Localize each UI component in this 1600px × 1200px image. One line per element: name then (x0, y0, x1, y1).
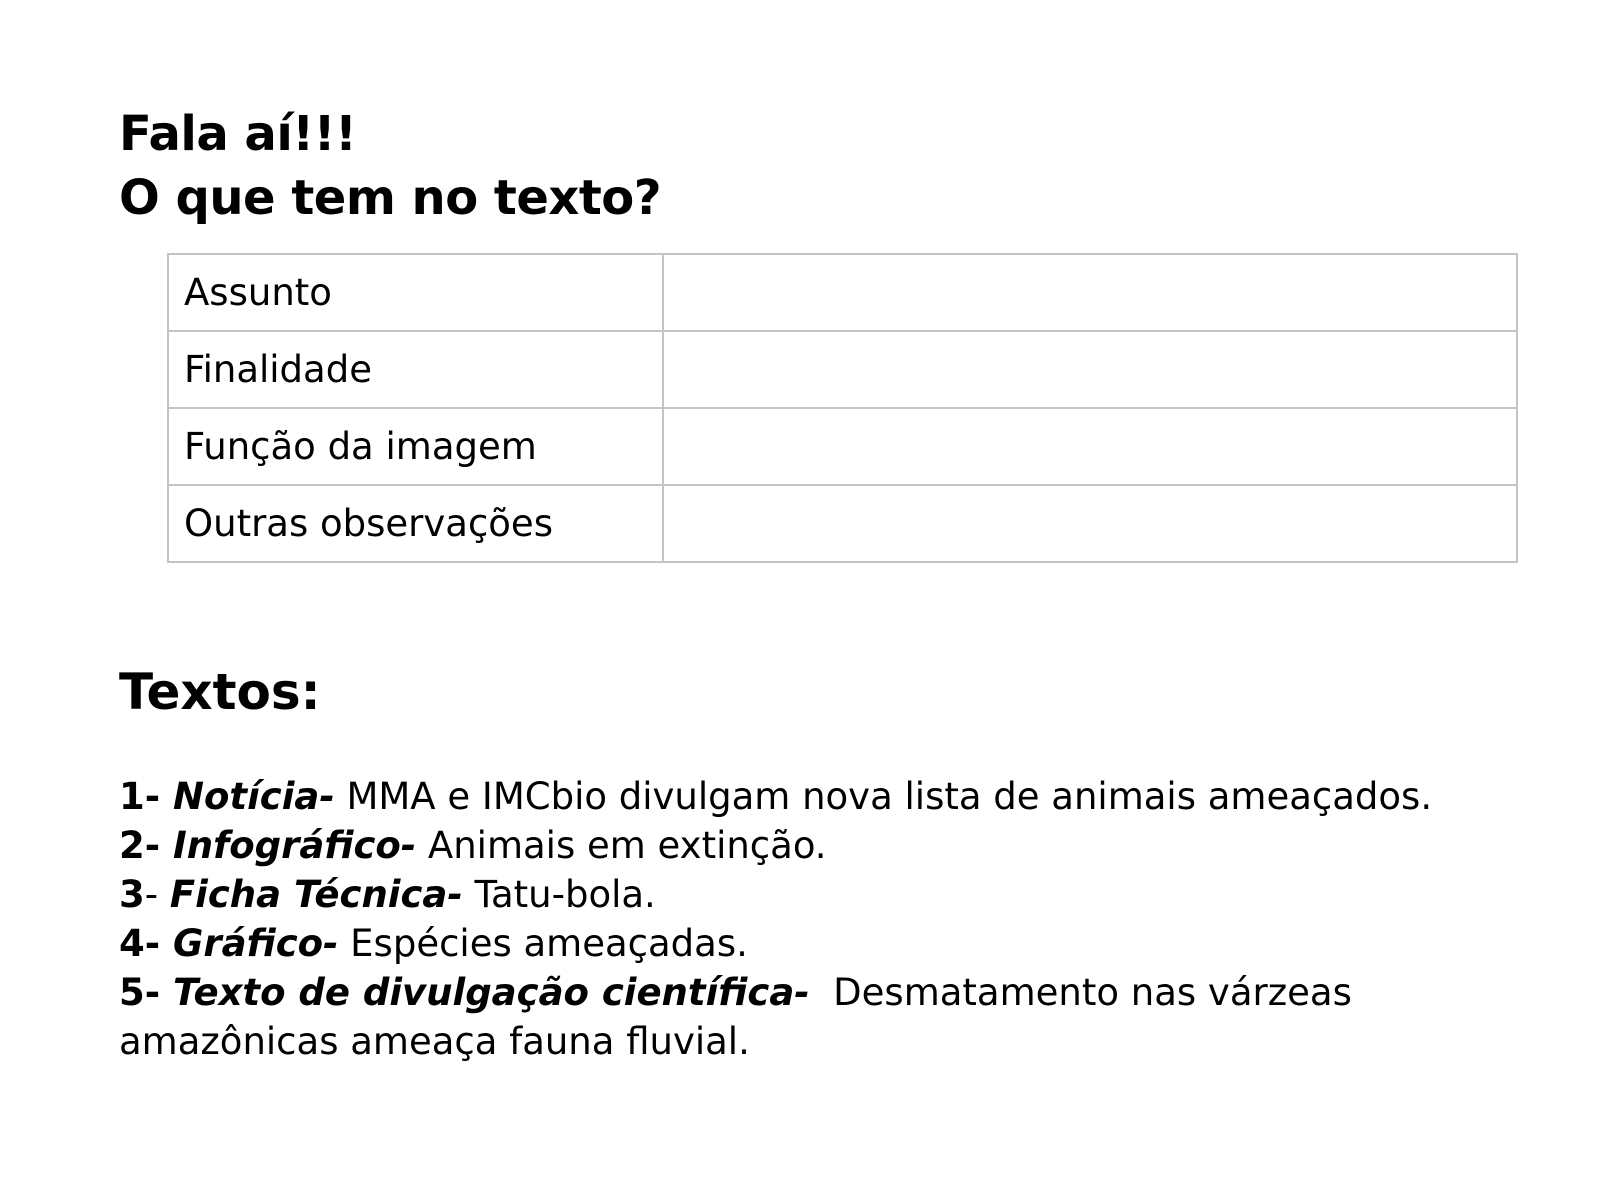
heading-greeting: Fala aí!!! (119, 106, 357, 162)
row-label-finalidade: Finalidade (168, 331, 663, 408)
table-row (168, 485, 1517, 562)
item-kind: Texto de divulgação científica- (173, 971, 810, 1014)
item-description: Animais em extinção. (416, 824, 827, 867)
list-item (119, 870, 1519, 919)
item-kind: Ficha Técnica- (169, 873, 463, 916)
table-row (168, 408, 1517, 485)
table-row (168, 254, 1517, 331)
item-number: 2 (119, 824, 145, 867)
row-label-assunto: Assunto (168, 254, 663, 331)
item-separator: - (144, 775, 173, 818)
list-item (119, 821, 1519, 870)
answer-cell-funcao-imagem[interactable] (663, 408, 1517, 485)
item-number: 1 (119, 775, 145, 818)
text-list (119, 772, 1519, 1066)
item-kind: Infográfico- (173, 824, 417, 867)
item-description: Desmatamento nas várzeas amazônicas ameaça fauna fluvial. (119, 971, 1364, 1063)
table-row (168, 331, 1517, 408)
item-description: MMA e IMCbio divulgam nova lista de animais ameaçados. (334, 775, 1433, 818)
item-description: Tatu-bola. (462, 873, 656, 916)
item-separator: - (144, 824, 173, 867)
item-number: 3 (119, 873, 145, 916)
item-number: 5 (119, 971, 145, 1014)
item-separator: - (144, 922, 173, 965)
heading (119, 102, 661, 230)
answer-cell-finalidade[interactable] (663, 331, 1517, 408)
item-description: Espécies ameaçadas. (338, 922, 748, 965)
item-kind: Notícia- (173, 775, 335, 818)
list-item (119, 772, 1519, 821)
item-separator: - (144, 971, 173, 1014)
answer-cell-outras-observacoes[interactable] (663, 485, 1517, 562)
heading-question: O que tem no texto? (119, 170, 662, 226)
row-label-outras-observacoes: Outras observações (168, 485, 663, 562)
item-kind: Gráfico- (173, 922, 339, 965)
section-title: Textos: (119, 663, 321, 721)
list-item (119, 919, 1519, 968)
list-item (119, 968, 1519, 1066)
row-label-funcao-imagem: Função da imagem (168, 408, 663, 485)
item-number: 4 (119, 922, 145, 965)
answer-cell-assunto[interactable] (663, 254, 1517, 331)
item-separator: - (144, 873, 170, 916)
analysis-table (167, 253, 1518, 563)
